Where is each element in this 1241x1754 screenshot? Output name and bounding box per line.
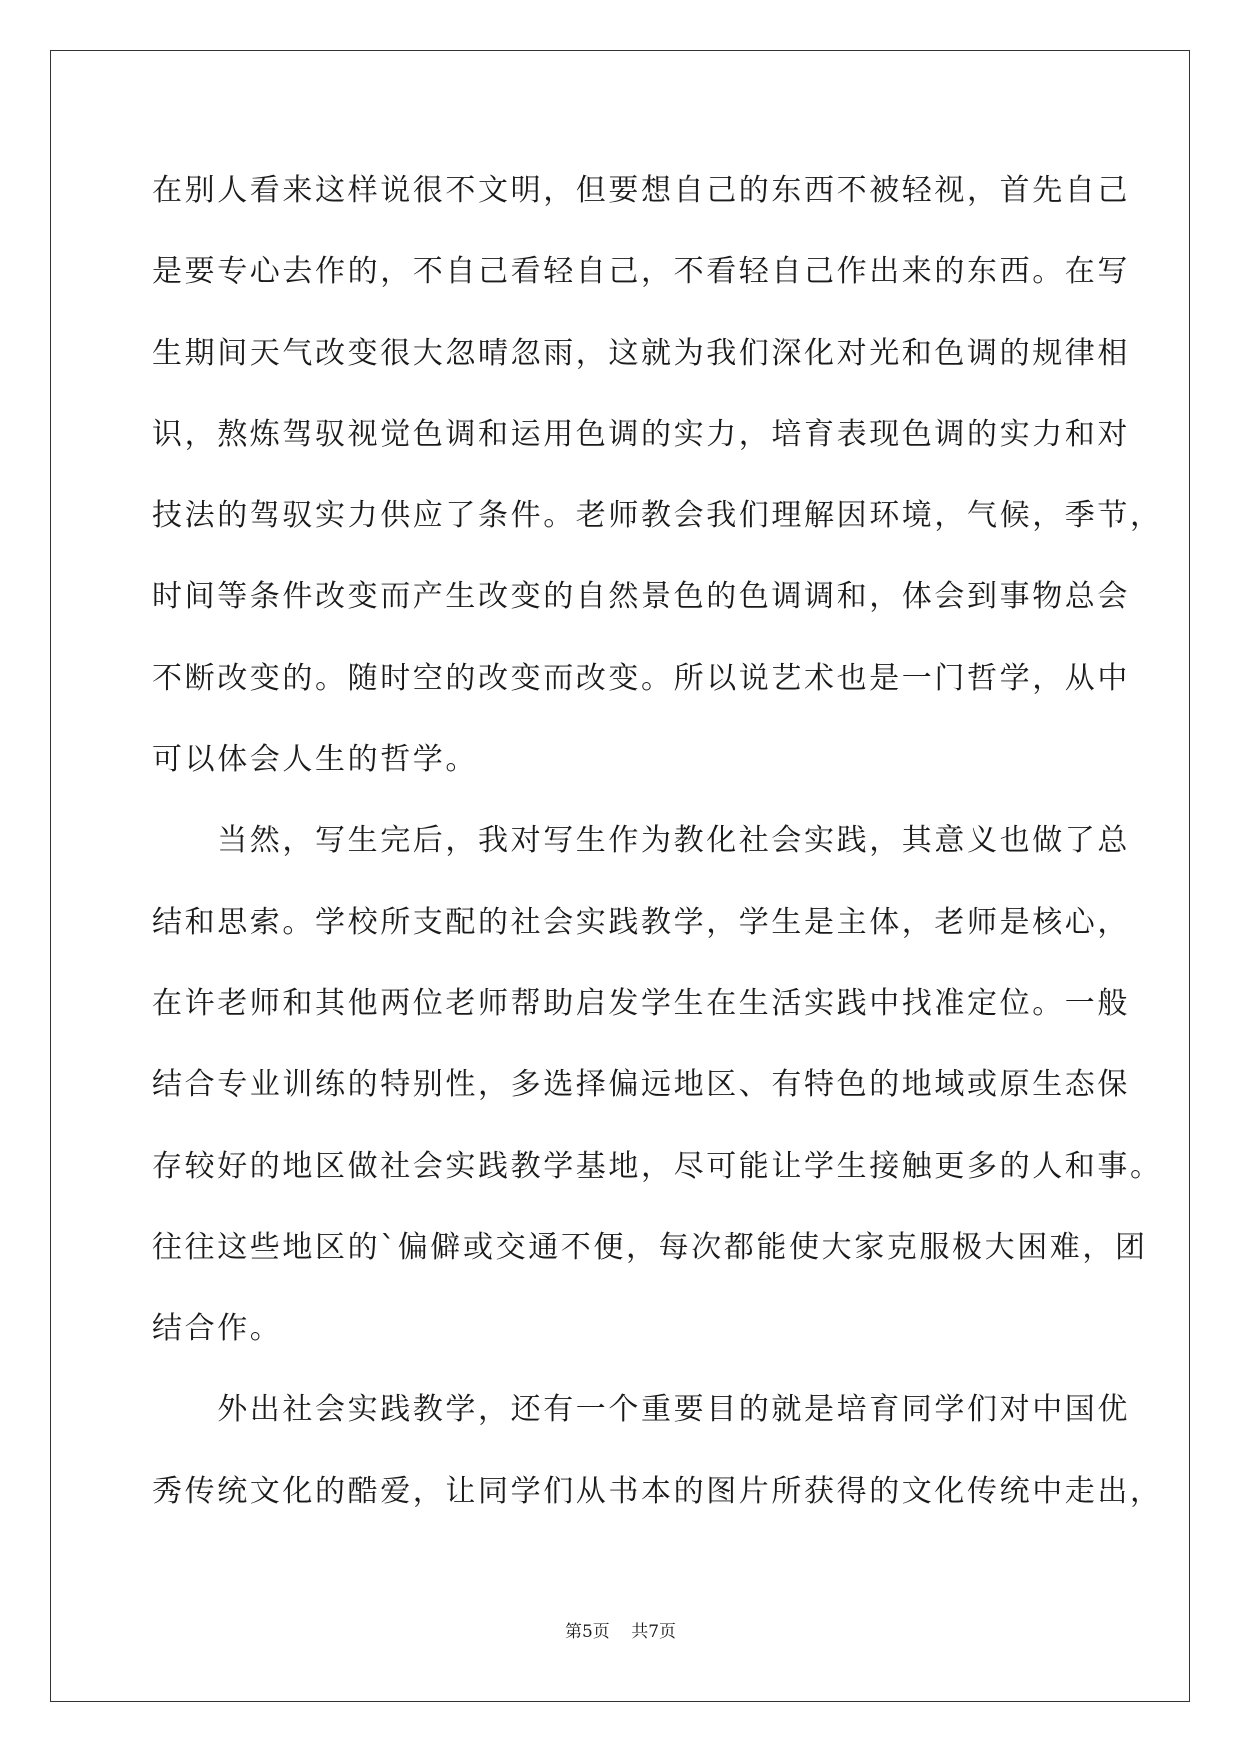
total-page-count: 共7页: [631, 1622, 677, 1642]
document-body: [152, 150, 1163, 1532]
text-line: 识，熬炼驾驭视觉色调和运用色调的实力，培育表现色调的实力和对: [152, 416, 1130, 452]
text-line: 在别人看来这样说很不文明，但要想自己的东西不被轻视，首先自己: [152, 173, 1130, 208]
text-line: 不断改变的。随时空的改变而改变。所以说艺术也是一门哲学，从中: [152, 660, 1130, 696]
text-line: 秀传统文化的酷爱，让同学们从书本的图片所获得的文化传统中走出，: [152, 1473, 1163, 1509]
current-page-number: 第5页: [564, 1622, 610, 1642]
text-line: 技法的驾驭实力供应了条件。老师教会我们理解因环境，气候，季节，: [152, 498, 1163, 534]
text-line: 在许老师和其他两位老师帮助启发学生在生活实践中找准定位。一般: [152, 985, 1130, 1021]
text-line: 当然，写生完后，我对写生作为教化社会实践，其意义也做了总: [152, 823, 1130, 859]
text-line: 存较好的地区做社会实践教学基地，尽可能让学生接触更多的人和事。: [152, 1148, 1163, 1184]
text-line: 可以体会人生的哲学。: [152, 742, 478, 778]
text-line: 外出社会实践教学，还有一个重要目的就是培育同学们对中国优: [152, 1392, 1130, 1428]
text-line: 生期间天气改变很大忽晴忽雨，这就为我们深化对光和色调的规律相: [152, 335, 1130, 371]
text-line: 往往这些地区的`偏僻或交通不便，每次都能使大家克服极大困难，团: [152, 1229, 1148, 1265]
text-line: 是要专心去作的，不自己看轻自己，不看轻自己作出来的东西。在写: [152, 254, 1130, 290]
text-line: 时间等条件改变而产生改变的自然景色的色调调和，体会到事物总会: [152, 579, 1130, 615]
text-line: 结合作。: [152, 1311, 283, 1347]
text-line: 结合专业训练的特别性，多选择偏远地区、有特色的地域或原生态保: [152, 1067, 1130, 1103]
text-line: 结和思索。学校所支配的社会实践教学，学生是主体，老师是核心，: [152, 904, 1130, 940]
page-footer: [0, 1617, 1241, 1642]
